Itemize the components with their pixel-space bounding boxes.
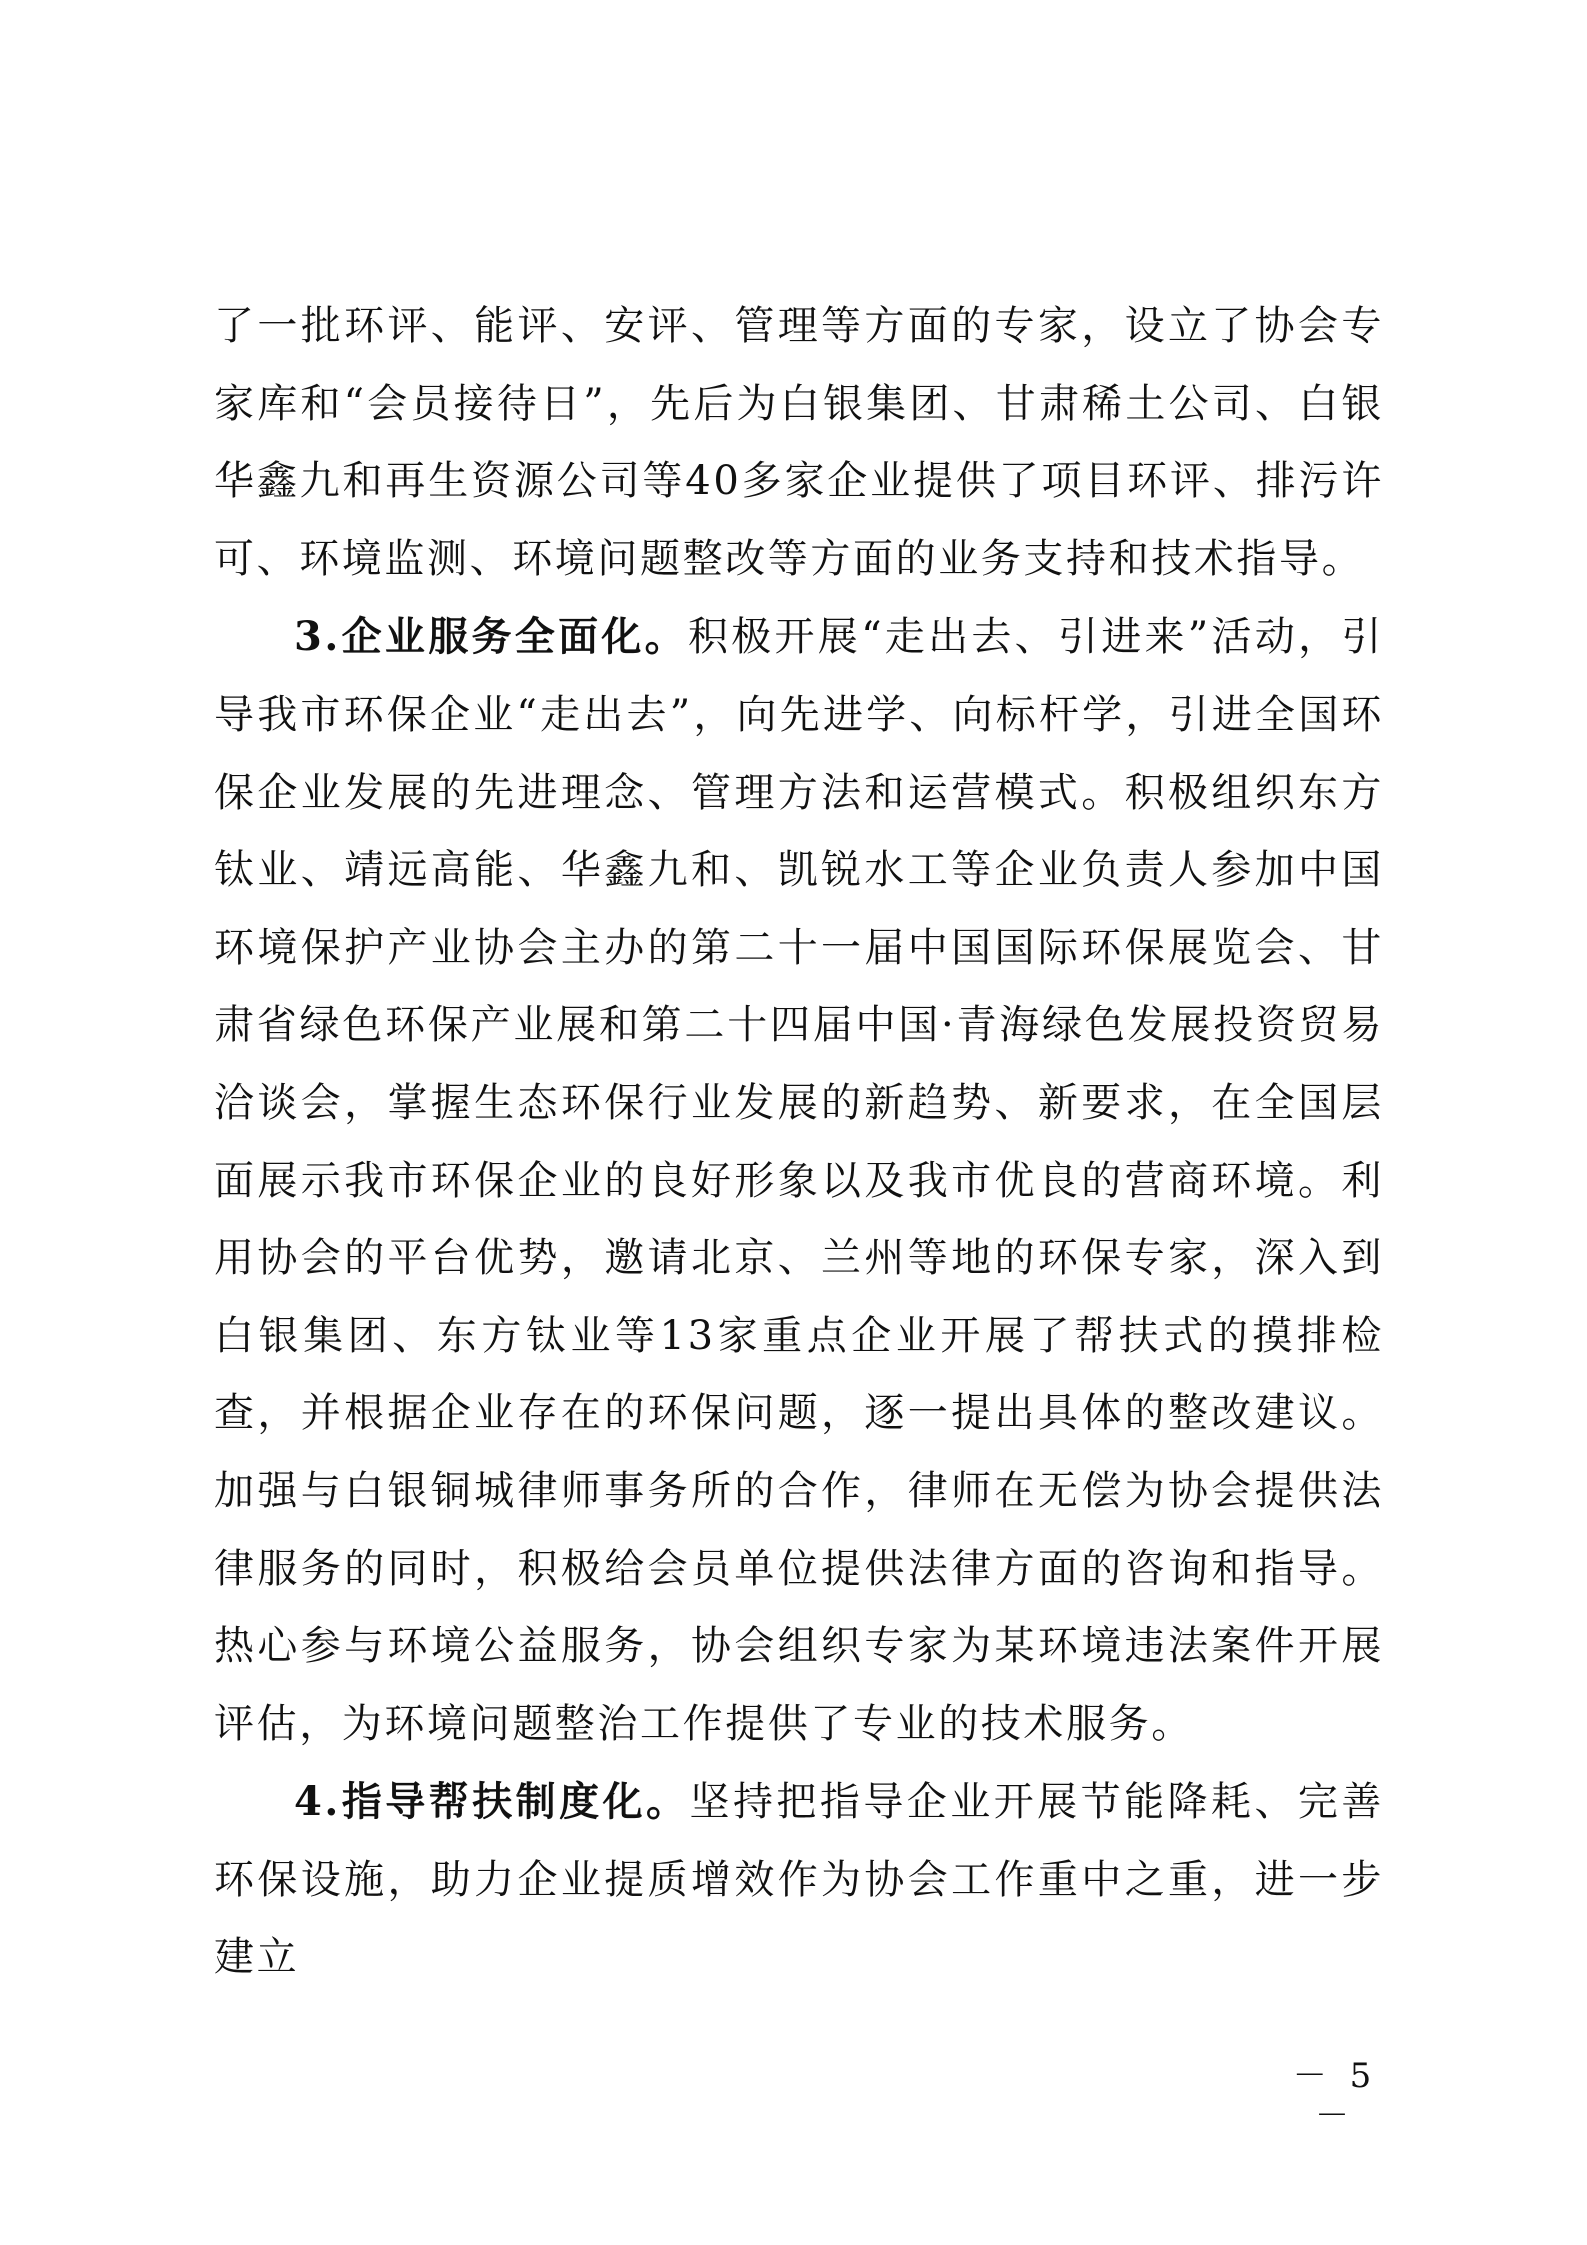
page-number: － 5 － — [1292, 2056, 1378, 2136]
paragraph-text: 坚持把指导企业开展节能降耗、完善环保设施，助力企业提质增效作为协会工作重中之重，进一步建立 — [214, 1779, 1384, 1981]
paragraph-continued — [214, 288, 1384, 598]
body-text — [214, 288, 1384, 1997]
paragraph-text: 积极开展“走出去、引进来”活动，引导我市环保企业“走出去”，向先进学、向标杆学，引进全国环保企业发展的先进理念、管理方法和运营模式。积极组织东方钛业、靖远高能、华鑫九和、凯锐水工等企业负责人参加中国环境保护产业协会主办的第二十一届中国国际环保展览会、甘肃省绿色环保产业展和第二十四届中国·青海绿色发展投资贸易洽谈会，掌握生态环保行业发展的新趋势、新要求，在全国层面展示我市环保企业的良好形象以及我市优良的营商环境。利用协会的平台优势，邀请北京、兰州等地的环保专家，深入到白银集团、东方钛业等13家重点企业开展了帮扶式的摸排检查，并根据企业存在的环保问题，逐一提出具体的整改建议。加强与白银铜城律师事务所的合作，律师在无偿为协会提供法律服务的同时，积极给会员单位提供法律方面的咨询和指导。热心参与环境公益服务，协会组织专家为某环境违法案件开展评估，为环境问题整治工作提供了专业的技术服务。 — [214, 614, 1384, 1747]
paragraph-enterprise-service — [214, 598, 1384, 1763]
paragraph-guidance-support — [214, 1763, 1384, 1997]
paragraph-text: 了一批环评、能评、安评、管理等方面的专家，设立了协会专家库和“会员接待日”，先后为白银集团、甘肃稀土公司、白银华鑫九和再生资源公司等40多家企业提供了项目环评、排污许可、环境监测、环境问题整改等方面的业务支持和技术指导。 — [214, 303, 1384, 582]
section-heading-4: 4.指导帮扶制度化。 — [294, 1778, 690, 1826]
section-heading-3: 3.企业服务全面化。 — [294, 613, 688, 661]
